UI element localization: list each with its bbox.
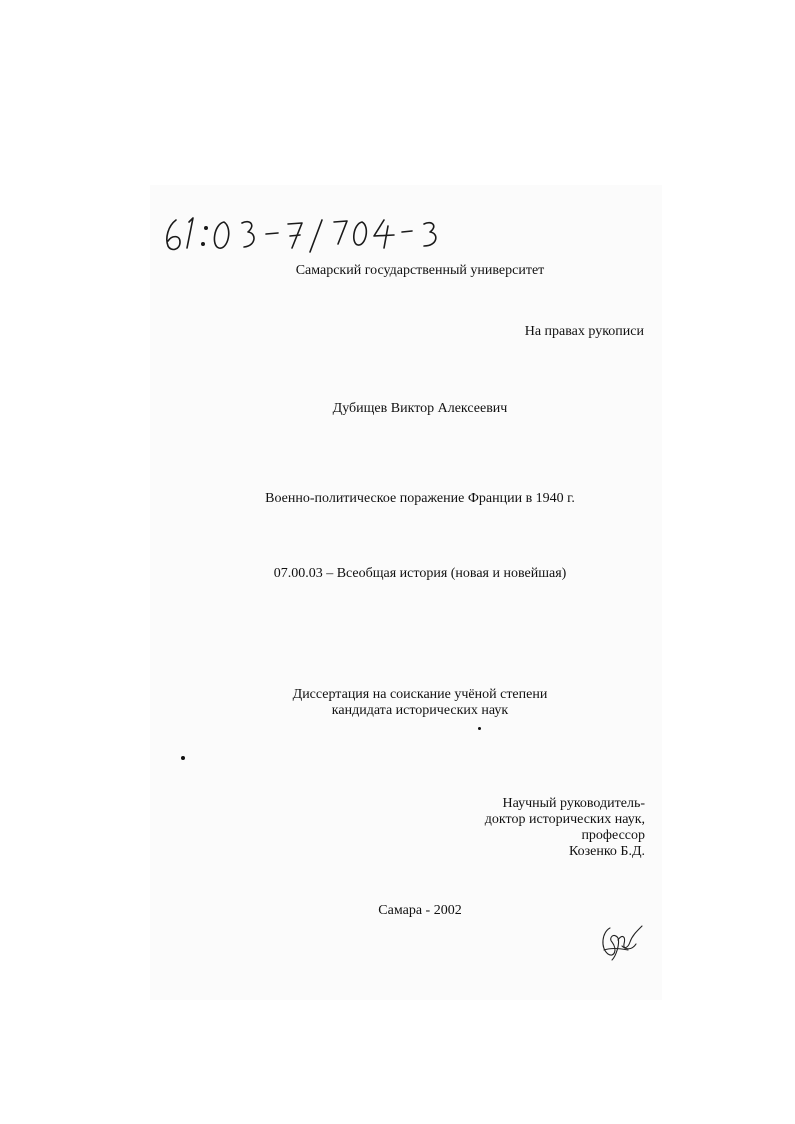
signature-image: [598, 920, 644, 962]
specialty-code: 07.00.03 – Всеобщая история (новая и новейшая): [273, 566, 567, 581]
degree-line-1: Диссертация на соискание учёной степени: [292, 687, 548, 702]
dissertation-title: Военно-политическое поражение Франции в 1940 г.: [265, 491, 575, 506]
supervisor-line-1: Научный руководитель-: [502, 796, 645, 811]
degree-line-2: кандидата исторических наук: [331, 703, 509, 718]
author-name: Дубищев Виктор Алексеевич: [332, 401, 508, 416]
scan-speck: [181, 756, 185, 760]
supervisor-line-2: доктор исторических наук,: [484, 812, 645, 827]
manuscript-rights: На правах рукописи: [524, 324, 644, 339]
city-year: Самара - 2002: [378, 903, 462, 918]
supervisor-line-4: Козенко Б.Д.: [568, 844, 645, 859]
supervisor-line-3: профессор: [581, 828, 645, 843]
university-name: Самарский государственный университет: [295, 263, 545, 278]
document-page: [150, 185, 662, 1000]
scan-speck: [478, 727, 481, 730]
handwritten-archive-code: [162, 208, 452, 256]
